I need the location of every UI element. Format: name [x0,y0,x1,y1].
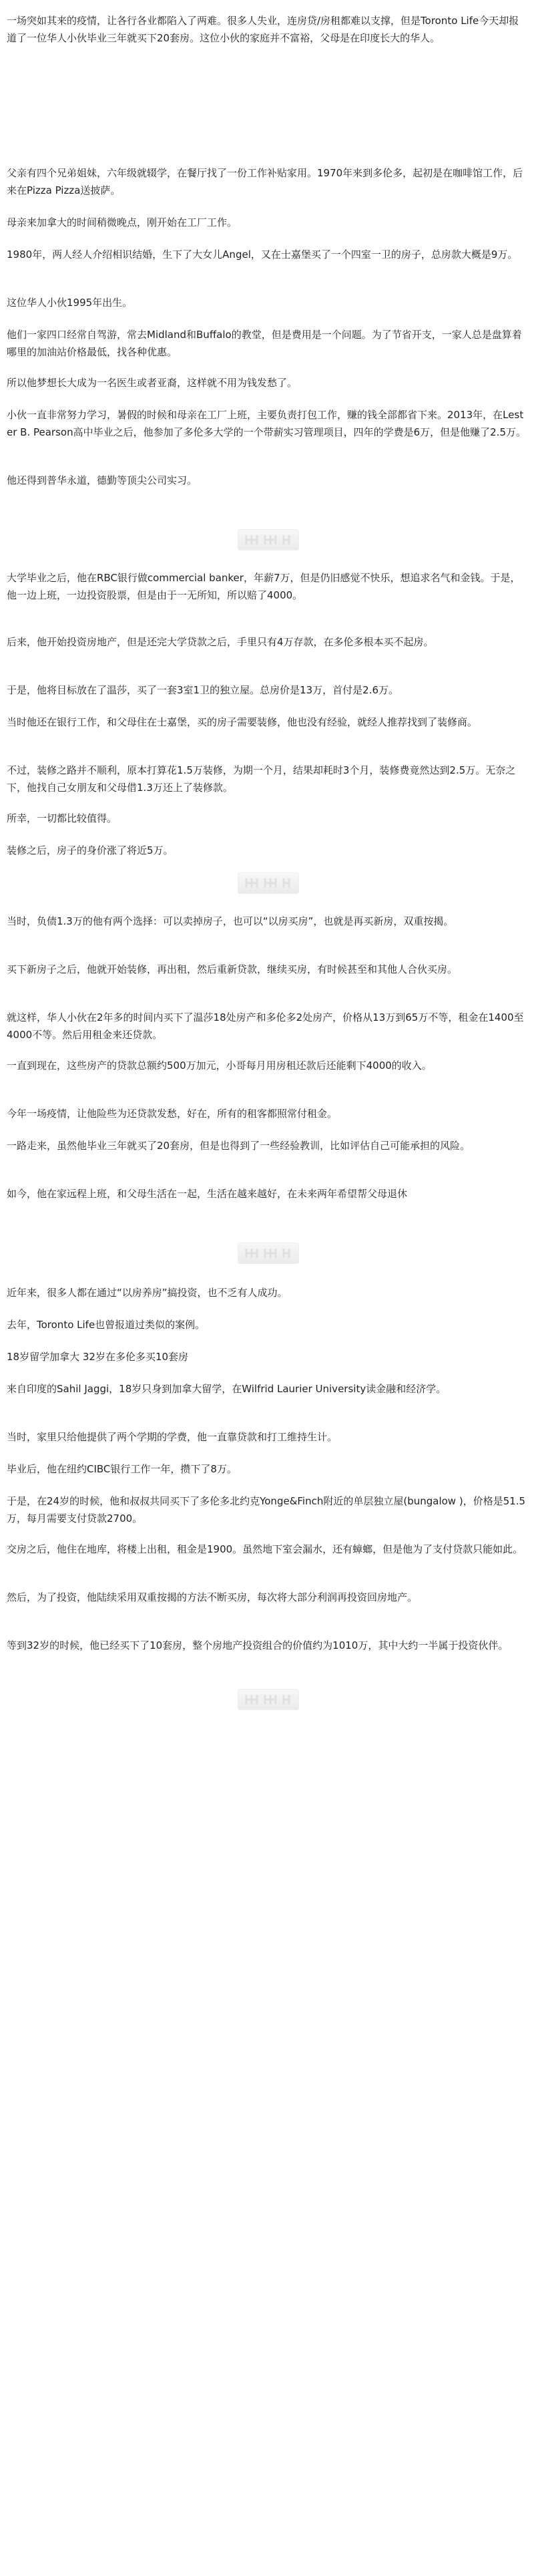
paragraph-pandemic: 今年一场疫情，让他险些为还贷款发愁，好在，所有的租客都照常付租金。 [7,1108,338,1120]
paragraph-bungalow: 于是，在24岁的时候，他和叔叔共同买下了多伦多北约克Yonge&Finch附近的单层独立屋(bungalow )，价格是51.5万，每月需要支付贷款2700。 [7,1495,526,1524]
paragraph-trend: 近年来，很多人都在通过“以房养房”搞投资，也不乏有人成功。 [7,1287,288,1299]
paragraph-father: 父亲有四个兄弟姐妹，六年级就辍学，在餐厅找了一份工作补贴家用。1970年来到多伦多，起初是在咖啡馆工作，后来在Pizza Pizza送披萨。 [7,167,523,196]
paragraph-ten-houses: 等到32岁的时候，他已经买下了10套房，整个房地产投资组合的价值约为1010万，其中大约一半属于投资伙伴。 [7,1639,509,1651]
paragraph-rbc: 大学毕业之后，他在RBC银行做commercial banker，年薪7万，但是仍旧感觉不快乐，想追求名气和金钱。于是，他一边上班，一边投资股票，但是由于一无所知，所以赔了4000。 [7,572,521,601]
paragraph-dream: 所以他梦想长大成为一名医生或者亚裔，这样就不用为钱发愁了。 [7,377,298,389]
logo-watermark-icon [238,872,299,894]
paragraph-windsor: 于是，他将目标放在了温莎，买了一套3室1卫的独立屋。总房价是13万，首付是2.6万。 [7,684,399,696]
paragraph-internship: 他还得到普华永道，德勤等顶尖公司实习。 [7,474,198,486]
paragraph-study: 小伙一直非常努力学习，暑假的时候和母亲在工厂上班，主要负责打包工作，赚的钱全部都省下来。2013年，在Lester B. Pearson高中毕业之后，他参加了多伦多大学的一个带薪实习管理项目，四年的学费是6万，但是他赚了2.5万。 [7,409,526,438]
paragraph-worth-it: 所幸，一切都比较值得。 [7,812,117,824]
paragraph-last-year: 去年，Toronto Life也曾报道过类似的案例。 [7,1319,206,1331]
paragraph-case-title: 18岁留学加拿大 32岁在多伦多买10套房 [7,1351,189,1363]
paragraph-renovation-plan: 当时他还在银行工作，和父母住在士嘉堡，买的房子需要装修，他也没有经验，就经人推荐找到了装修商。 [7,716,478,728]
logo-watermark-icon [238,1689,299,1710]
paragraph-lessons: 一路走来，虽然他毕业三年就买了20套房，但是也得到了一些经验教训，比如评估自己可能承担的风险。 [7,1140,471,1152]
paragraph-born: 这位华人小伙1995年出生。 [7,297,133,309]
paragraph-value-up: 装修之后，房子的身价涨了将近5万。 [7,844,174,856]
paragraph-sahil: 来自印度的Sahil Jaggi，18岁只身到加拿大留学，在Wilfrid Laurier University读金融和经济学。 [7,1383,447,1395]
paragraph-intro: 一场突如其来的疫情，让各行各业都陷入了两难。很多人失业，连房贷/房租都难以支撑，但是Toronto Life今天却报道了一位华人小伙毕业三年就买下20套房。这位小伙的家庭并不富裕，父母是在印度长大的华人。 [7,15,519,44]
paragraph-now: 如今，他在家远程上班，和父母生活在一起，生活在越来越好，在未来两年希望帮父母退休 [7,1188,408,1200]
paragraph-portfolio: 就这样，华人小伙在2年多的时间内买下了温莎18处房产和多伦多2处房产，价格从13万到65万不等，租金在1400至4000不等。然后用租金来还贷款。 [7,1011,524,1041]
paragraph-real-estate: 后来，他开始投资房地产，但是还完大学贷款之后，手里只有4万存款，在多伦多根本买不起房。 [7,636,434,648]
logo-watermark-icon [238,1243,299,1264]
paragraph-renovation-cost: 不过，装修之路并不顺利，原本打算花1.5万装修，为期一个月，结果却耗时3个月，装修费竟然达到2.5万。无奈之下，他找自己女朋友和父母借1.3万还上了装修款。 [7,764,516,794]
paragraph-loans: 一直到现在，这些房产的贷款总额约500万加元，小哥每月用房租还款后还能剩下4000的收入。 [7,1060,432,1072]
paragraph-mother: 母亲来加拿大的时间稍微晚点，刚开始在工厂工作。 [7,216,238,228]
paragraph-choices: 当时，负债1.3万的他有两个选择：可以卖掉房子，也可以“以房买房”，也就是再买新房，双重按揭。 [7,915,454,927]
paragraph-tuition: 当时，家里只给他提供了两个学期的学费，他一直靠贷款和打工维持生计。 [7,1431,338,1443]
logo-watermark-icon [238,529,299,550]
paragraph-marriage: 1980年，两人经人介绍相识结婚，生下了大女儿Angel，又在士嘉堡买了一个四室一卫的房子，总房款大概是9万。 [7,249,518,261]
paragraph-buy-more: 买下新房子之后，他就开始装修，再出租，然后重新贷款，继续买房，有时候甚至和其他人合伙买房。 [7,963,458,975]
paragraph-cibc: 毕业后，他在纽约CIBC银行工作一年，攒下了8万。 [7,1463,237,1475]
paragraph-basement: 交房之后，他住在地库，将楼上出租，租金是1900。虽然地下室会漏水，还有蟑螂，但是他为了支付贷款只能如此。 [7,1543,523,1555]
paragraph-road-trips: 他们一家四口经常自驾游，常去Midland和Buffalo的教堂，但是费用是一个问题。为了节省开支，一家人总是盘算着哪里的加油站价格最低，找各种优惠。 [7,329,522,358]
paragraph-reinvest: 然后，为了投资，他陆续采用双重按揭的方法不断买房，每次将大部分利润再投资回房地产。 [7,1591,418,1603]
